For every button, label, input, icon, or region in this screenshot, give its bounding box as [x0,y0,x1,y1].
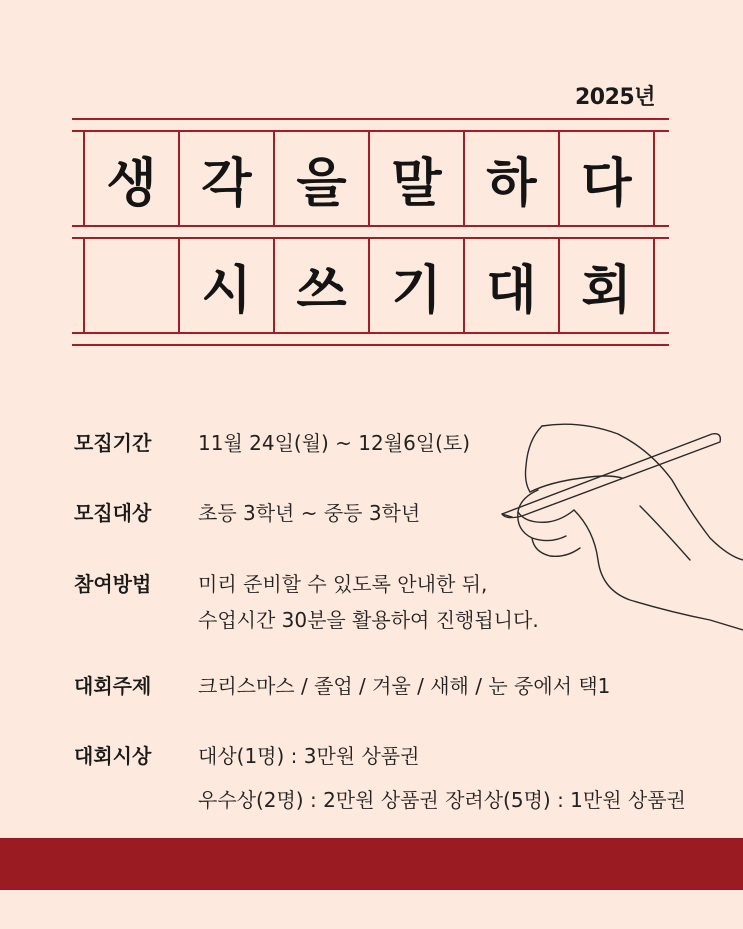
target-value: 초등 3학년 ~ 중등 3학년 [198,501,421,525]
title-char-empty [83,239,178,332]
title-row-1 [83,132,658,225]
grid-bottom-line-1 [72,332,669,334]
title-row-2 [83,239,658,332]
method-line-1: 미리 준비할 수 있도록 안내한 뒤, [198,572,488,596]
title-char: 생 [83,132,178,225]
grid-bottom-line-2 [72,344,669,346]
theme-value: 크리스마스 / 졸업 / 겨울 / 새해 / 눈 중에서 택1 [198,674,611,698]
title-char: 다 [558,132,655,225]
title-char: 말 [368,132,463,225]
method-line-2: 수업시간 30분을 활용하여 진행됩니다. [198,608,539,632]
title-char: 시 [178,239,273,332]
title-char: 쓰 [273,239,368,332]
year-label: 2025년 [575,85,655,110]
title-char: 각 [178,132,273,225]
title-char: 회 [558,239,655,332]
grid-mid-line-1 [72,225,669,227]
title-char: 기 [368,239,463,332]
theme-label: 대회주제 [74,674,152,698]
footer-bar [0,838,743,890]
hand-holding-pen-icon [490,420,743,660]
prize-line-1: 대상(1명) : 3만원 상품권 [198,744,420,768]
title-char: 을 [273,132,368,225]
prize-label: 대회시상 [74,744,152,768]
period-label: 모집기간 [74,431,152,455]
grid-top-line-1 [72,118,669,120]
period-value: 11월 24일(월) ~ 12월6일(토) [198,431,471,455]
method-label: 참여방법 [74,572,152,596]
title-char: 하 [463,132,558,225]
prize-line-2: 우수상(2명) : 2만원 상품권 장려상(5명) : 1만원 상품권 [198,788,686,812]
target-label: 모집대상 [74,501,152,525]
title-char: 대 [463,239,558,332]
